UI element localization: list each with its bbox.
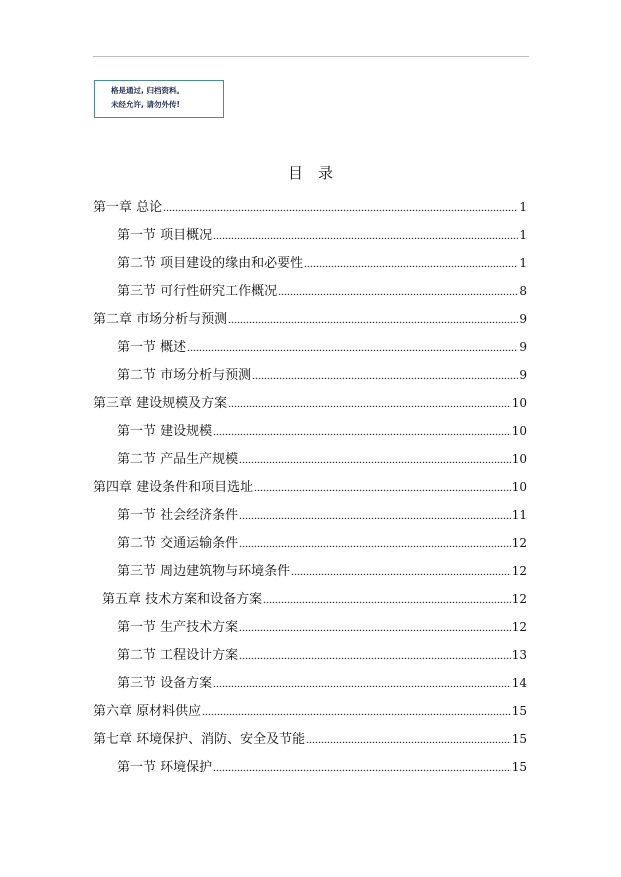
toc-entry-label: 第三节 周边建筑物与环境条件 (117, 564, 291, 579)
toc-entry[interactable] (93, 644, 527, 672)
toc-entry-page: 15 (511, 760, 527, 774)
toc-entry-label: 第二节 产品生产规模 (117, 452, 239, 467)
toc-leader-dots (239, 619, 511, 631)
toc-entry-label: 第二节 项目建设的缘由和必要性 (117, 256, 304, 271)
toc-entry-label: 第一节 社会经济条件 (117, 508, 239, 523)
toc-entry[interactable] (93, 308, 527, 336)
toc-entry[interactable] (93, 224, 527, 252)
stamp-line-2: 未经允许, 请勿外传! (111, 100, 180, 109)
toc-entry-label: 第五章 技术方案和设备方案 (102, 592, 263, 607)
toc-entry-page: 14 (511, 676, 527, 690)
toc-leader-dots (213, 759, 511, 771)
toc-leader-dots (254, 479, 511, 491)
toc-title: 目录 (287, 164, 348, 182)
toc-leader-dots (263, 591, 511, 603)
toc-entry[interactable] (93, 504, 527, 532)
toc-leader-dots (228, 395, 511, 407)
toc-leader-dots (239, 451, 511, 463)
toc-entry-page: 9 (519, 340, 527, 354)
toc-entry-page: 12 (511, 536, 527, 550)
toc-entry-label: 第一节 生产技术方案 (117, 620, 239, 635)
toc-entry-page: 1 (519, 228, 527, 242)
toc-entry-label: 第六章 原材料供应 (93, 704, 202, 719)
toc-entry[interactable] (93, 364, 527, 392)
notice-stamp (94, 80, 224, 118)
toc-leader-dots (239, 535, 511, 547)
toc-entry-page: 15 (511, 704, 527, 718)
table-of-contents (93, 196, 527, 784)
toc-entry-label: 第一节 建设规模 (117, 424, 213, 439)
toc-entry[interactable] (93, 420, 527, 448)
toc-leader-dots (306, 731, 511, 743)
toc-entry[interactable] (93, 700, 527, 728)
toc-entry-page: 11 (511, 508, 527, 522)
toc-entry-page: 10 (511, 452, 527, 466)
toc-entry-label: 第二章 市场分析与预测 (93, 312, 228, 327)
toc-entry[interactable] (93, 756, 527, 784)
toc-entry-page: 12 (511, 564, 527, 578)
toc-entry-page: 13 (511, 648, 527, 662)
toc-entry-label: 第三章 建设规模及方案 (93, 396, 228, 411)
toc-leader-dots (239, 507, 511, 519)
header-rule (93, 56, 529, 57)
toc-entry-page: 9 (519, 368, 527, 382)
toc-entry-label: 第一节 项目概况 (117, 228, 213, 243)
toc-entry[interactable] (93, 728, 527, 756)
toc-entry-page: 8 (519, 284, 527, 298)
toc-entry-label: 第三节 设备方案 (117, 676, 213, 691)
toc-entry-label: 第二节 市场分析与预测 (117, 368, 252, 383)
toc-entry-page: 12 (511, 620, 527, 634)
toc-entry[interactable] (93, 560, 527, 588)
toc-leader-dots (213, 675, 511, 687)
toc-entry-page: 12 (511, 592, 527, 606)
toc-entry-label: 第七章 环境保护、消防、安全及节能 (93, 732, 306, 747)
toc-leader-dots (228, 311, 518, 323)
toc-entry[interactable] (93, 476, 527, 504)
toc-entry-page: 10 (511, 480, 527, 494)
toc-leader-dots (252, 367, 518, 379)
toc-entry-page: 9 (519, 312, 527, 326)
toc-entry-label: 第二节 交通运输条件 (117, 536, 239, 551)
toc-entry[interactable] (93, 672, 527, 700)
toc-entry-label: 第二节 工程设计方案 (117, 648, 239, 663)
toc-entry[interactable] (93, 252, 527, 280)
toc-entry[interactable] (93, 448, 527, 476)
toc-entry-label: 第四章 建设条件和项目选址 (93, 480, 254, 495)
toc-leader-dots (187, 339, 518, 351)
toc-entry-page: 10 (511, 424, 527, 438)
toc-leader-dots (202, 703, 511, 715)
toc-entry[interactable] (93, 532, 527, 560)
toc-leader-dots (239, 647, 511, 659)
toc-entry[interactable] (93, 336, 527, 364)
toc-entry-page: 1 (519, 256, 527, 270)
toc-entry-page: 10 (511, 396, 527, 410)
toc-entry[interactable] (93, 392, 527, 420)
toc-entry-page: 15 (511, 732, 527, 746)
toc-leader-dots (213, 423, 511, 435)
toc-entry-page: 1 (519, 200, 527, 214)
toc-entry-label: 第一节 概述 (117, 340, 187, 355)
toc-entry-label: 第一章 总论 (93, 200, 163, 215)
toc-entry[interactable] (93, 588, 527, 616)
toc-entry-label: 第一节 环境保护 (117, 760, 213, 775)
toc-leader-dots (304, 255, 518, 267)
stamp-line-1: 格是通过, 归档资料。 (111, 86, 184, 95)
toc-entry[interactable] (93, 616, 527, 644)
toc-leader-dots (278, 283, 518, 295)
toc-leader-dots (213, 227, 518, 239)
toc-entry[interactable] (93, 196, 527, 224)
toc-entry-label: 第三节 可行性研究工作概况 (117, 284, 278, 299)
toc-entry[interactable] (93, 280, 527, 308)
toc-leader-dots (291, 563, 511, 575)
toc-leader-dots (163, 199, 518, 211)
